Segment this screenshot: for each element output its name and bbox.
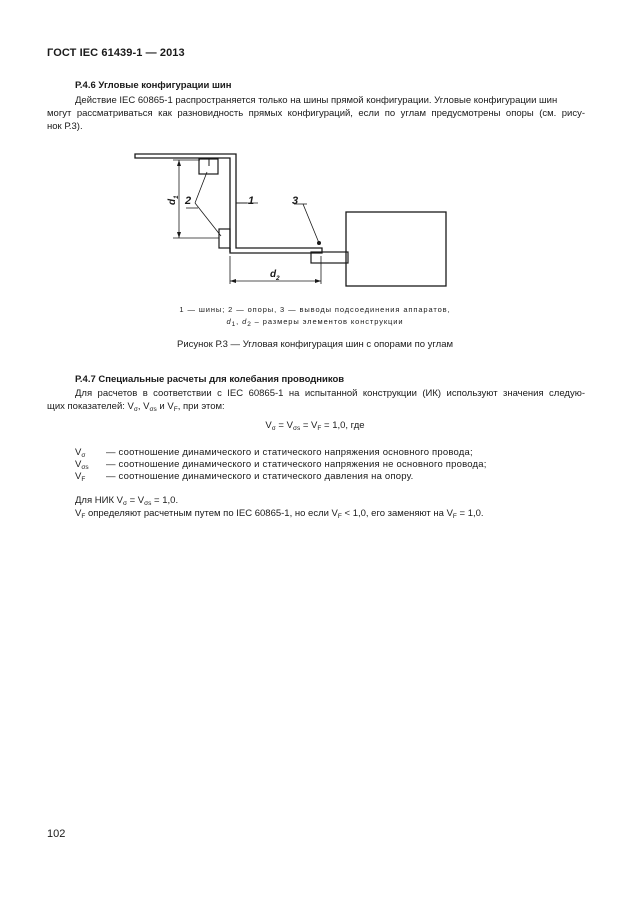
dimension-d2-label: d [270,269,277,280]
paragraph-line: щих показателей: $V_\sigma$, $V_{\sigma s}$ и $V_F$, при этом: [47,401,225,413]
support-bottom [219,229,230,248]
section-heading-p47: Р.4.7 Специальные расчеты для колебания проводников [75,374,345,385]
page-number: 102 [47,828,66,840]
note-line: Для НИК $V_\sigma = V_{\sigma s} = 1,0$. [75,495,179,507]
busbar-angle-figure [0,0,630,330]
paragraph-line: нок Р.3). [47,121,83,132]
figure-legend-line2: $d_1$, $d_2$ – размеры элементов конструкции [226,317,404,328]
dimension-d1-label: d [167,198,178,205]
figure-legend-line1: 1 — шины; 2 — опоры, 3 — выводы подсоединения аппаратов, [179,305,451,314]
document-header: ГОСТ IEC 61439-1 — 2013 [47,47,185,59]
formula: $V_\sigma = V_{\sigma s} = V_F = 1,0$, где [265,420,365,432]
figure-label-2: 2 [185,195,192,207]
dimension-d2-sub: 2 [276,275,280,282]
apparatus-box [346,212,446,286]
dimension-d1-sub: 1 [173,195,180,199]
note-line: $V_F$ определяют расчетным путем по IEC 60865-1, но если $V_F < 1,0$, его заменяют на $V_F = 1,0$. [75,508,484,520]
figure-label-1: 1 [248,195,255,207]
figure-label-3: 3 [292,195,299,207]
paragraph-line: Действие IEC 60865-1 распространяется только на шины прямой конфигурации. Угловые конфигурации шин [75,95,558,106]
paragraph-line: Для расчетов в соответствии с IEC 60865-1 на испытанной конструкции (ИК) используют значения следую- [75,388,585,399]
paragraph-line: могут рассматриваться как разновидность прямых конфигураций, если по углам предусмотрены опоры (см. рису- [47,108,585,119]
section-heading-p46: Р.4.6 Угловые конфигурации шин [75,80,232,91]
figure-caption: Рисунок Р.3 — Угловая конфигурация шин с опорами по углам [176,339,454,350]
